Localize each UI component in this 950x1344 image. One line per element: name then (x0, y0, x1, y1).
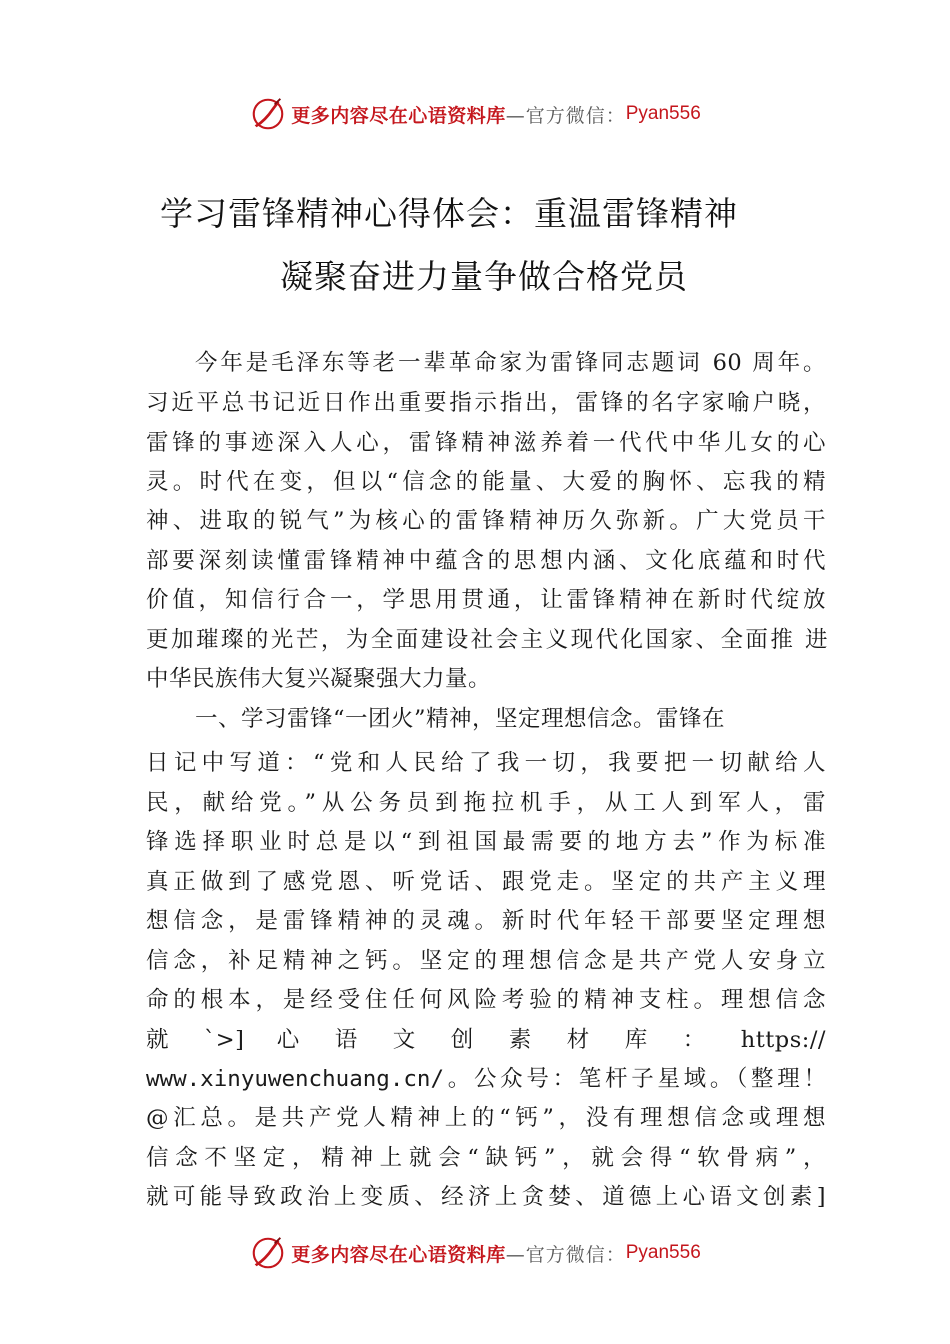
body-line: 真正做到了感党恩、听党话、跟党走。坚定的共产主义理 (146, 869, 826, 895)
body-line: 雷锋的事迹深入人心，雷锋精神滋养着一代代中华儿女的心 (146, 430, 826, 456)
footer-watermark (0, 1233, 950, 1273)
body-line: 神、进取的锐气”为核心的雷锋精神历久弥新。广大党员干 (146, 508, 826, 534)
wechat-account: Pyan556 (625, 103, 701, 124)
body-line: 更加璀璨的光芒，为全面建设社会主义现代化国家、全面推 进 (146, 627, 828, 653)
body-line: 命的根本，是经受住任何风险考验的精神支柱。理想信念 (146, 987, 826, 1013)
body-line: 就 `>] 心 语 文 创 素 材 库 ： https:// (146, 1027, 826, 1053)
body-line: 想信念，是雷锋精神的灵魂。新时代年轻干部要坚定理想 (146, 908, 826, 934)
brand-text: 更多内容尽在心语资料库 (291, 1243, 506, 1266)
section-heading-line: 一、学习雷锋“一团火”精神，坚定理想信念。雷锋在 (195, 706, 726, 732)
body-line: 灵。时代在变，但以“信念的能量、大爱的胸怀、忘我的精 (146, 469, 826, 495)
body-line: @汇总。是共产党人精神上的“钙”，没有理想信念或理想 (146, 1105, 826, 1131)
body-line: 民，献给党。”从公务员到拖拉机手，从工人到军人，雷 (146, 790, 826, 816)
body-line: 锋选择职业时总是以“到祖国最需要的地方去”作为标准 (146, 829, 826, 855)
body-line: 日记中写道：“党和人民给了我一切，我要把一切献给人 (146, 750, 826, 776)
body-line: 部要深刻读懂雷锋精神中蕴含的思想内涵、文化底蕴和时代 (146, 548, 826, 574)
wechat-label: —官方微信： (505, 1243, 626, 1266)
body-line: 中华民族伟大复兴凝聚强大力量。 (146, 666, 492, 692)
doc-title-line-2: 凝聚奋进力量争做合格党员 (280, 257, 688, 296)
body-line: 就可能导致政治上变质、经济上贪婪、道德上心语文创素] (146, 1184, 826, 1210)
brand-text: 更多内容尽在心语资料库 (291, 104, 506, 127)
wechat-account: Pyan556 (625, 1242, 701, 1263)
pen-logo-icon (249, 1234, 287, 1272)
body-line: 今年是毛泽东等老一辈革命家为雷锋同志题词 60 周年。 (195, 350, 826, 376)
body-line: 习近平总书记近日作出重要指示指出，雷锋的名字家喻户晓， (146, 390, 826, 416)
body-line: 信念不坚定，精神上就会“缺钙”，就会得“软骨病”， (146, 1145, 826, 1171)
body-line: 价值，知信行合一，学思用贯通，让雷锋精神在新时代绽放 (146, 587, 826, 613)
doc-title-line-1: 学习雷锋精神心得体会：重温雷锋精神 (160, 194, 738, 233)
body-line: www.xinyuwenchuang.cn/。公众号：笔杆子星域。（整理！ (146, 1066, 826, 1092)
wechat-label: —官方微信： (505, 104, 626, 127)
body-line: 信念，补足精神之钙。坚定的理想信念是共产党人安身立 (146, 948, 826, 974)
